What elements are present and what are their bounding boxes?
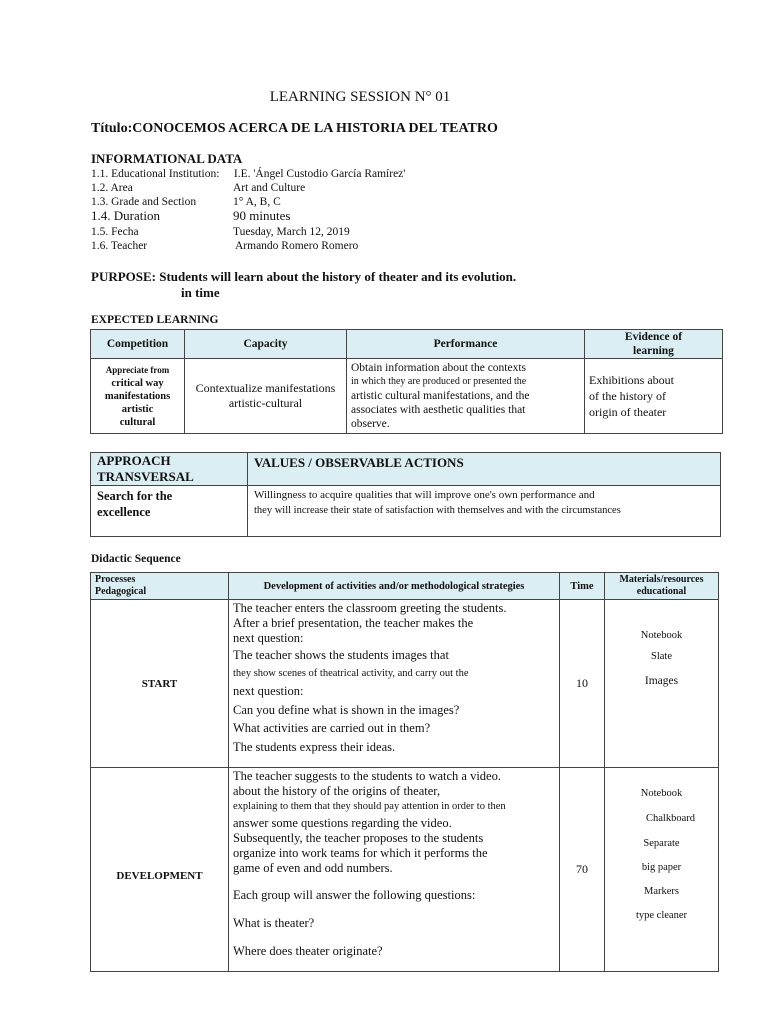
col-processes-line: Processes xyxy=(95,574,136,585)
col-evidence xyxy=(585,330,723,359)
col-capacity: Capacity xyxy=(185,330,347,359)
activity-line: Can you define what is shown in the images? xyxy=(233,703,460,717)
activity-line: What activities are carried out in them? xyxy=(233,721,431,735)
approach-table xyxy=(90,452,721,537)
approach-text-line: Willingness to acquire qualities that will improve one's own performance and xyxy=(254,489,595,501)
activity-line: Subsequently, the teacher proposes to the students xyxy=(233,831,484,845)
activity-line: organize into work teams for which it performs the xyxy=(233,846,488,860)
material-item: Notebook xyxy=(640,630,683,641)
activity-line: they show scenes of theatrical activity, and carry out the xyxy=(233,668,469,679)
purpose xyxy=(91,269,516,301)
info-label: 1.2. Area xyxy=(91,182,133,194)
didactic-table xyxy=(90,572,719,972)
activity-line: The teacher shows the students images that xyxy=(233,648,449,662)
material-item: Slate xyxy=(651,651,672,662)
approach-row-label xyxy=(91,486,248,537)
competition-line: cultural xyxy=(119,416,156,428)
performance-cell xyxy=(347,359,585,434)
col-time: Time xyxy=(560,573,605,600)
approach-header-line: APPROACH xyxy=(97,453,171,468)
info-value: 90 minutes xyxy=(233,208,291,223)
material-item: Separate xyxy=(643,838,680,849)
info-row xyxy=(91,225,350,239)
activity-line: The teacher enters the classroom greeting the students. xyxy=(233,601,507,615)
material-item: Markers xyxy=(644,886,679,897)
info-row xyxy=(91,209,290,223)
development-activities xyxy=(229,768,560,972)
info-row xyxy=(91,167,405,181)
material-item: type cleaner xyxy=(635,910,687,921)
informational-data-heading: INFORMATIONAL DATA xyxy=(91,151,243,166)
capacity-cell xyxy=(185,359,347,434)
col-performance: Performance xyxy=(347,330,585,359)
col-materials xyxy=(605,573,719,600)
start-time: 10 xyxy=(560,600,605,768)
didactic-sequence-heading: Didactic Sequence xyxy=(91,553,181,565)
page-title: LEARNING SESSION N° 01 xyxy=(269,89,451,105)
info-label: 1.1. Educational Institution: xyxy=(91,168,220,180)
performance-line: in which they are produced or presented the xyxy=(351,376,527,387)
col-materials-line: Materials/resources xyxy=(619,574,704,585)
info-value: Tuesday, March 12, 2019 xyxy=(233,226,350,238)
purpose-label: PURPOSE: xyxy=(91,269,156,284)
material-item: big paper xyxy=(641,862,682,873)
info-label: 1.4. Duration xyxy=(91,208,160,223)
performance-line: observe. xyxy=(351,418,390,430)
info-value: Art and Culture xyxy=(233,182,306,194)
col-competition: Competition xyxy=(91,330,185,359)
material-item: Chalkboard xyxy=(646,813,695,824)
col-materials-line: educational xyxy=(636,586,687,597)
session-title: Título:CONOCEMOS ACERCA DE LA HISTORIA DEL TEATRO xyxy=(91,121,498,136)
activity-line: Each group will answer the following questions: xyxy=(233,888,476,902)
material-item: Images xyxy=(644,675,679,687)
activity-line: The students express their ideas. xyxy=(233,740,396,754)
info-value: Armando Romero Romero xyxy=(235,240,359,252)
competition-line: artistic xyxy=(121,403,154,415)
expected-learning-table xyxy=(90,329,723,434)
values-header: VALUES / OBSERVABLE ACTIONS xyxy=(248,453,721,486)
evidence-line: of the history of xyxy=(589,389,666,403)
col-processes xyxy=(91,573,229,600)
activity-line: Where does theater originate? xyxy=(233,944,383,958)
activity-line: The teacher suggests to the students to watch a video. xyxy=(233,769,501,783)
performance-line: associates with aesthetic qualities that xyxy=(351,404,526,416)
info-label: 1.3. Grade and Section xyxy=(91,196,197,208)
process-development: DEVELOPMENT xyxy=(91,768,229,972)
approach-row-line: Search for the xyxy=(97,489,173,503)
competition-line: manifestations xyxy=(104,390,171,402)
development-materials xyxy=(605,768,719,972)
evidence-line: Exhibitions about xyxy=(589,373,674,387)
activity-line: next question: xyxy=(233,631,304,645)
info-row xyxy=(91,181,305,195)
col-evidence-line: Evidence of xyxy=(624,331,683,343)
col-development: Development of activities and/or methodological strategies xyxy=(229,573,560,600)
approach-row-text xyxy=(248,486,721,537)
competition-line: Appreciate from xyxy=(105,364,170,375)
activity-line: game of even and odd numbers. xyxy=(233,861,393,875)
start-materials xyxy=(605,600,719,768)
expected-learning-heading: EXPECTED LEARNING xyxy=(91,314,219,326)
approach-text-line: they will increase their state of satisfaction with themselves and with the circumstances xyxy=(254,505,621,516)
col-processes-line: Pedagogical xyxy=(95,586,147,597)
activity-line: next question: xyxy=(233,684,304,698)
approach-header-line: TRANSVERSAL xyxy=(97,469,194,484)
start-activities xyxy=(229,600,560,768)
info-value: I.E. 'Ángel Custodio García Ramírez' xyxy=(233,168,406,180)
purpose-text: Students will learn about the history of theater and its evolution. xyxy=(159,269,517,284)
process-start: START xyxy=(91,600,229,768)
purpose-text-cont: in time xyxy=(181,285,220,300)
evidence-line: origin of theater xyxy=(589,405,667,419)
info-label: 1.5. Fecha xyxy=(91,226,139,238)
material-item: Notebook xyxy=(640,788,683,799)
activity-line: about the history of the origins of theater, xyxy=(233,784,441,798)
capacity-line: Contextualize manifestations xyxy=(195,381,336,395)
info-row xyxy=(91,195,281,209)
approach-row-line: excellence xyxy=(97,505,151,519)
capacity-line: artistic-cultural xyxy=(228,396,303,410)
activity-line: explaining to them that they should pay attention in order to then xyxy=(233,801,506,812)
info-label: 1.6. Teacher xyxy=(91,240,148,252)
approach-header xyxy=(91,453,248,486)
development-time: 70 xyxy=(560,768,605,972)
performance-line: artistic cultural manifestations, and the xyxy=(351,390,530,402)
info-row xyxy=(91,239,358,253)
activity-line: answer some questions regarding the video. xyxy=(233,816,452,830)
activity-line: What is theater? xyxy=(233,916,315,930)
activity-line: After a brief presentation, the teacher makes the xyxy=(233,616,474,630)
evidence-cell xyxy=(585,359,723,434)
col-evidence-line: learning xyxy=(633,345,674,357)
competition-line: critical way xyxy=(111,377,164,389)
performance-line: Obtain information about the contexts xyxy=(351,362,527,374)
competition-cell xyxy=(91,359,185,434)
info-value: 1° A, B, C xyxy=(233,196,281,208)
